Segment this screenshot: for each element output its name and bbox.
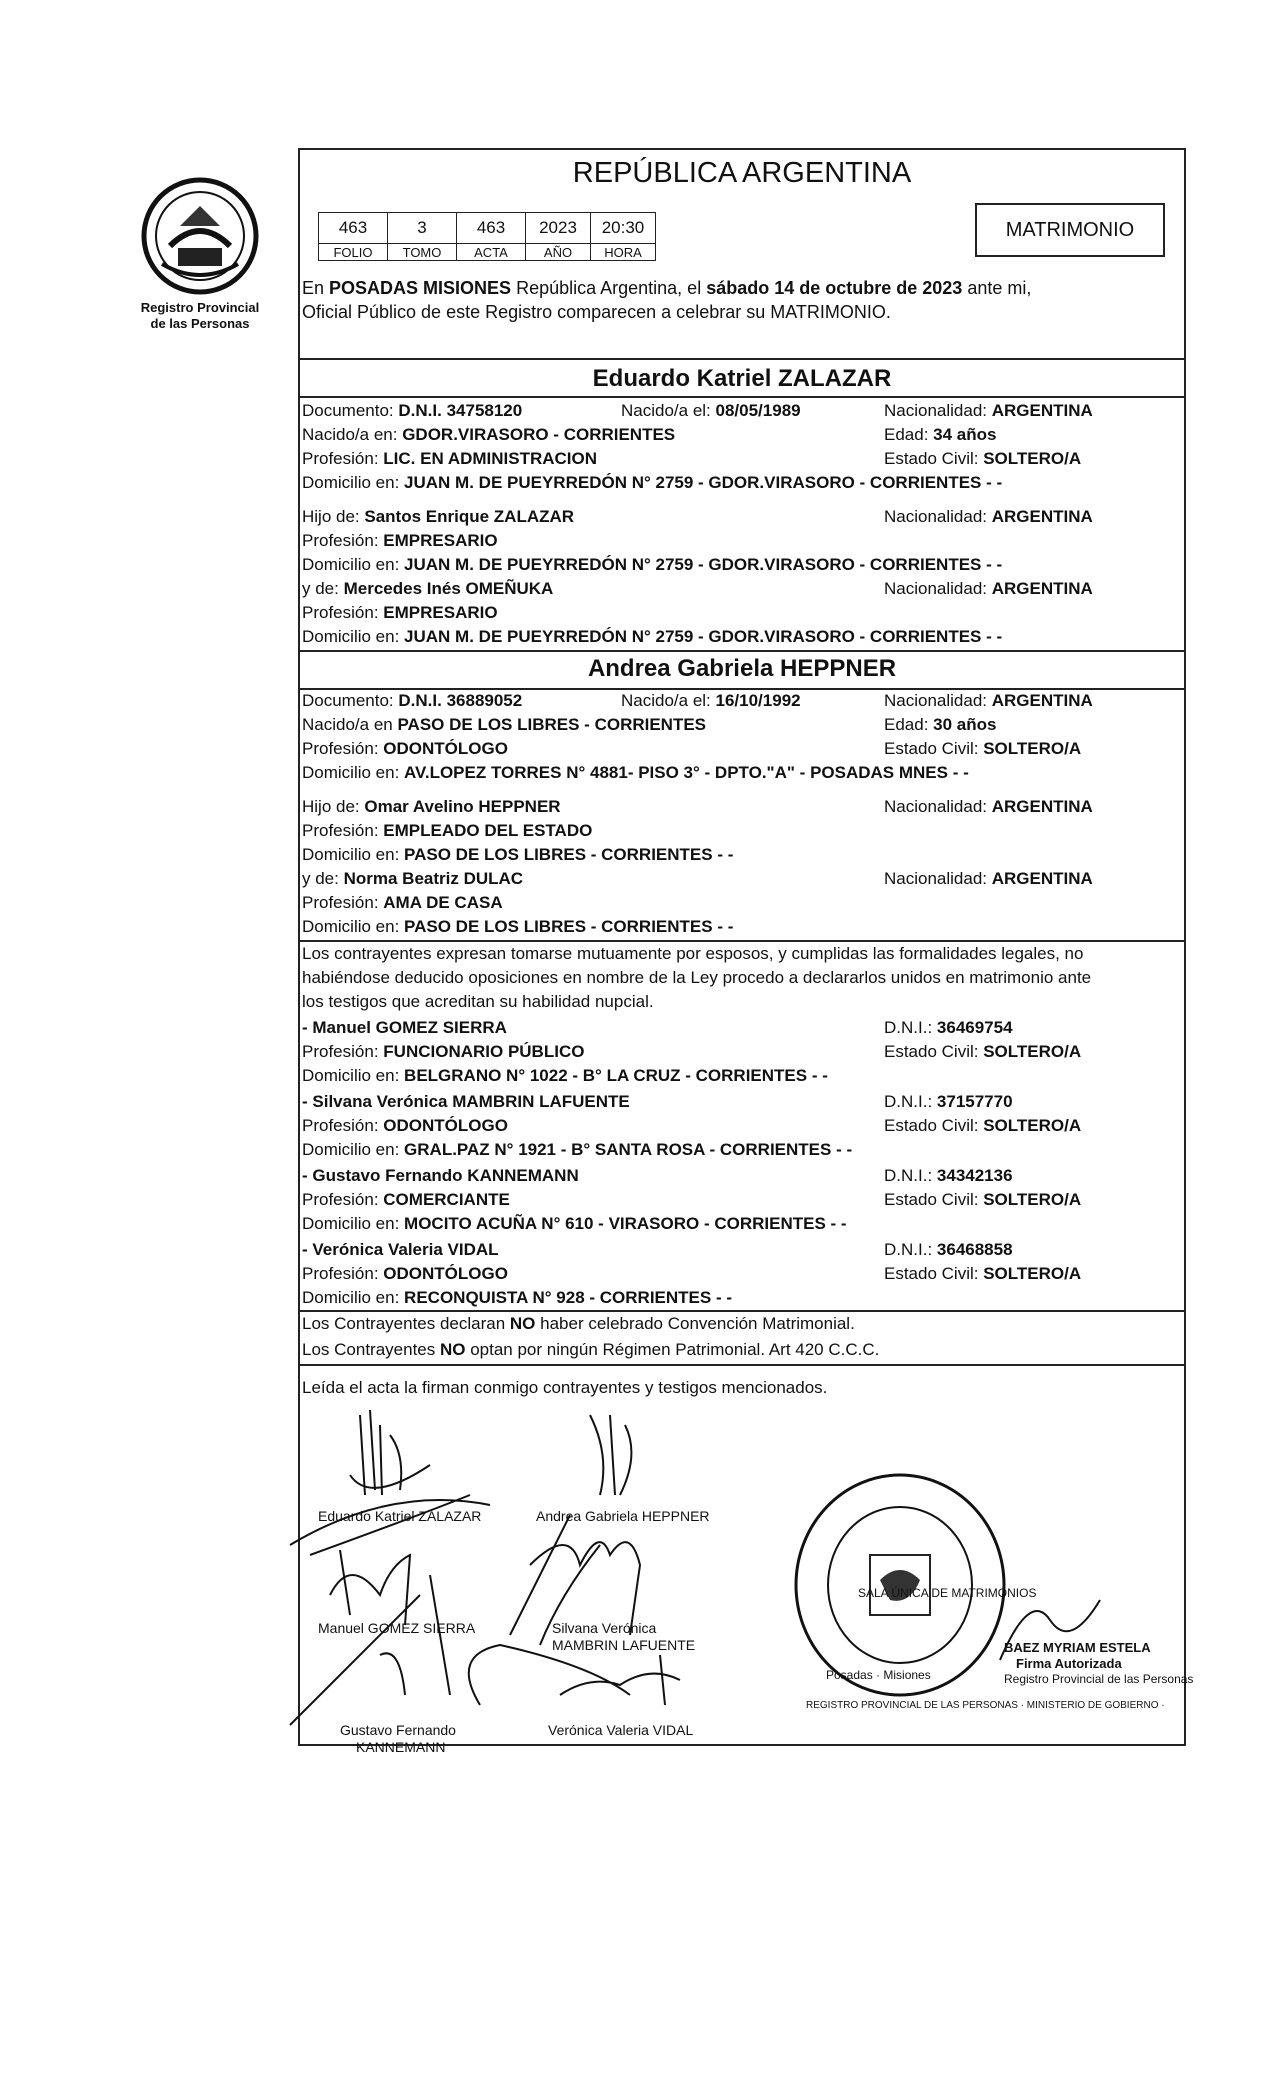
groom-father: Santos Enrique ZALAZAR	[364, 507, 575, 526]
bride-nat: ARGENTINA	[991, 691, 1093, 710]
label: Hijo de:	[302, 507, 360, 526]
label: Profesión:	[302, 449, 379, 468]
witness-2-civil-row	[884, 1116, 1081, 1136]
bride-born-row	[621, 691, 801, 711]
witness-1-dni-row	[884, 1018, 1013, 1038]
label: y de:	[302, 579, 339, 598]
groom-father-addr-row	[302, 555, 1002, 575]
witness-1-civil-row	[884, 1042, 1081, 1062]
label: Edad:	[884, 715, 929, 734]
label: y de:	[302, 869, 339, 888]
witness-4-addr: RECONQUISTA N° 928 - CORRIENTES - -	[404, 1288, 732, 1307]
groom-doc: D.N.I. 34758120	[398, 401, 523, 420]
bride-mother-prof: AMA DE CASA	[383, 893, 503, 912]
stamp-inner-text: SALA ÚNICA DE MATRIMONIOS	[858, 1586, 1037, 1600]
bride-father-nat: ARGENTINA	[991, 797, 1093, 816]
label: Profesión:	[302, 1116, 379, 1135]
label: Nacionalidad:	[884, 691, 988, 710]
groom-father-nat: ARGENTINA	[991, 507, 1093, 526]
declaration-line-2: habiéndose deducido oposiciones en nombre de la Ley procedo a declararlos unidos en matrimonio ante	[302, 968, 1092, 987]
groom-age: 34 años	[933, 425, 997, 444]
stamp-outer-text: REGISTRO PROVINCIAL DE LAS PERSONAS · MINISTERIO DE GOBIERNO ·	[806, 1700, 1165, 1711]
certificate-type: MATRIMONIO	[1005, 219, 1135, 241]
witness-4-addr-row	[302, 1288, 732, 1308]
label: Estado Civil:	[884, 1264, 979, 1283]
groom-addr-row	[302, 473, 1002, 493]
witness-3-civil: SOLTERO/A	[983, 1190, 1082, 1209]
bride-born: 16/10/1992	[715, 691, 801, 710]
groom-nat-row	[884, 401, 1093, 421]
bride-father-prof: EMPLEADO DEL ESTADO	[383, 821, 593, 840]
witness-4-prof-row	[302, 1264, 508, 1284]
sig-groom-caption: Eduardo Katriel ZALAZAR	[318, 1508, 482, 1524]
label: Domicilio en:	[302, 627, 400, 646]
hora-label: HORA	[591, 244, 656, 261]
groom-mother-addr: JUAN M. DE PUEYRREDÓN N° 2759 - GDOR.VIRASORO - CORRIENTES - -	[404, 627, 1003, 646]
witness-1-dni: 36469754	[936, 1018, 1013, 1037]
convention-line-2	[302, 1340, 879, 1360]
tomo-label: TOMO	[388, 244, 457, 261]
label: Profesión:	[302, 739, 379, 758]
groom-civil: SOLTERO/A	[983, 449, 1082, 468]
witness-1-prof-row	[302, 1042, 584, 1062]
witness-3-addr: MOCITO ACUÑA N° 610 - VIRASORO - CORRIENTES - -	[404, 1214, 847, 1233]
sig-witness-2-caption-a: Silvana Verónica	[552, 1620, 657, 1636]
intro-line-1	[302, 277, 1182, 299]
label: Estado Civil:	[884, 449, 979, 468]
divider-groom-name	[298, 396, 1186, 398]
groom-age-row	[884, 425, 996, 445]
groom-mother-prof: EMPRESARIO	[383, 603, 498, 622]
bride-father-prof-row	[302, 821, 592, 841]
label: D.N.I.:	[884, 1240, 933, 1259]
witness-2-dni-row	[884, 1092, 1013, 1112]
label: Domicilio en:	[302, 473, 400, 492]
label: Nacionalidad:	[884, 579, 988, 598]
witness-4-name: - Verónica Valeria VIDAL	[302, 1240, 499, 1259]
witness-3-dni-row	[884, 1166, 1013, 1186]
label: Domicilio en:	[302, 555, 400, 574]
hora-value: 20:30	[591, 213, 656, 244]
official-name: BAEZ MYRIAM ESTELA	[1004, 1640, 1151, 1655]
acta-label: ACTA	[457, 244, 526, 261]
label: Estado Civil:	[884, 1116, 979, 1135]
intro-place: POSADAS MISIONES	[329, 278, 512, 298]
label: Nacido/a el:	[621, 691, 711, 710]
stamp-bottom-text: Posadas · Misiones	[826, 1668, 931, 1682]
groom-father-row	[302, 507, 574, 527]
groom-mother-nat-row	[884, 579, 1093, 599]
declaration-line-1: Los contrayentes expresan tomarse mutuamente por esposos, y cumplidas las formalidades legales, no	[302, 944, 1084, 963]
bride-civil-row	[884, 739, 1081, 759]
anio-label: AÑO	[526, 244, 591, 261]
bride-father-row	[302, 797, 561, 817]
label: Estado Civil:	[884, 1190, 979, 1209]
intro-text-b: República Argentina, el	[511, 278, 707, 298]
witness-2-prof-row	[302, 1116, 508, 1136]
label: Documento:	[302, 691, 394, 710]
official-role: Firma Autorizada	[1016, 1656, 1122, 1671]
bride-doc: D.N.I. 36889052	[398, 691, 523, 710]
label: Domicilio en:	[302, 1140, 400, 1159]
witness-3-addr-row	[302, 1214, 847, 1234]
witness-4-dni: 36468858	[936, 1240, 1013, 1259]
bride-mother-addr: PASO DE LOS LIBRES - CORRIENTES - -	[404, 917, 734, 936]
handwritten-signatures	[270, 1395, 790, 1740]
bride-mother-addr-row	[302, 917, 733, 937]
bride-age: 30 años	[933, 715, 997, 734]
groom-born-row	[621, 401, 801, 421]
folio-label: FOLIO	[319, 244, 388, 261]
label: Profesión:	[302, 531, 379, 550]
label: Profesión:	[302, 893, 379, 912]
label: Nacido/a en	[302, 715, 393, 734]
divider-bride	[298, 650, 1186, 652]
witness-3-civil-row	[884, 1190, 1081, 1210]
bride-mother: Norma Beatriz DULAC	[343, 869, 524, 888]
label: Domicilio en:	[302, 1288, 400, 1307]
bride-prof-row	[302, 739, 508, 759]
witness-2-addr: GRAL.PAZ N° 1921 - B° SANTA ROSA - CORRIENTES - -	[404, 1140, 853, 1159]
intro-text-c: ante mi,	[962, 278, 1032, 298]
groom-prof: LIC. EN ADMINISTRACION	[383, 449, 598, 468]
bride-father-addr: PASO DE LOS LIBRES - CORRIENTES - -	[404, 845, 734, 864]
label: Nacionalidad:	[884, 507, 988, 526]
witness-2-dni: 37157770	[936, 1092, 1013, 1111]
certificate-type-box	[975, 203, 1165, 257]
label: Nacionalidad:	[884, 401, 988, 420]
groom-civil-row	[884, 449, 1081, 469]
bride-civil: SOLTERO/A	[983, 739, 1082, 758]
bride-age-row	[884, 715, 996, 735]
label: Profesión:	[302, 1042, 379, 1061]
anio-value: 2023	[526, 213, 591, 244]
witness-1-civil: SOLTERO/A	[983, 1042, 1082, 1061]
label: Documento:	[302, 401, 394, 420]
conv-no: NO	[509, 1314, 536, 1333]
label: Domicilio en:	[302, 917, 400, 936]
witness-1-addr-row	[302, 1066, 828, 1086]
sig-bride-caption: Andrea Gabriela HEPPNER	[536, 1508, 710, 1524]
witness-1-prof: FUNCIONARIO PÚBLICO	[383, 1042, 585, 1061]
declaration-line-3: los testigos que acreditan su habilidad nupcial.	[302, 992, 654, 1011]
divider-convention	[298, 1310, 1186, 1312]
witness-1-addr: BELGRANO N° 1022 - B° LA CRUZ - CORRIENTES - -	[404, 1066, 828, 1085]
label: Nacionalidad:	[884, 869, 988, 888]
label: D.N.I.:	[884, 1018, 933, 1037]
record-table	[318, 212, 656, 261]
bride-addr: AV.LOPEZ TORRES N° 4881- PISO 3° - DPTO."A" - POSADAS MNES - -	[404, 763, 969, 782]
groom-father-nat-row	[884, 507, 1093, 527]
sig-witness-2-caption-b: MAMBRIN LAFUENTE	[552, 1637, 696, 1653]
witness-2-civil: SOLTERO/A	[983, 1116, 1082, 1135]
divider-bride-name	[298, 688, 1186, 690]
official-stamp-icon	[790, 1470, 1010, 1700]
groom-father-prof-row	[302, 531, 498, 551]
bride-father: Omar Avelino HEPPNER	[364, 797, 561, 816]
folio-value: 463	[319, 213, 388, 244]
logo-caption-2: de las Personas	[150, 316, 250, 331]
sig-witness-1-caption: Manuel GOMEZ SIERRA	[318, 1620, 476, 1636]
bride-mother-nat: ARGENTINA	[991, 869, 1093, 888]
witness-1-name: - Manuel GOMEZ SIERRA	[302, 1018, 507, 1037]
bride-prof: ODONTÓLOGO	[383, 739, 508, 758]
divider-closing	[298, 1364, 1186, 1366]
conv-text: Los Contrayentes	[302, 1340, 440, 1359]
witness-2-addr-row	[302, 1140, 852, 1160]
label: Nacido/a en:	[302, 425, 398, 444]
bride-mother-prof-row	[302, 893, 503, 913]
label: D.N.I.:	[884, 1092, 933, 1111]
convention-line-1	[302, 1314, 855, 1334]
divider-declaration	[298, 940, 1186, 942]
official-office: Registro Provincial de las Personas	[1004, 1672, 1194, 1686]
intro-line-2: Oficial Público de este Registro comparecen a celebrar su MATRIMONIO.	[302, 302, 891, 322]
label: Domicilio en:	[302, 1214, 400, 1233]
witness-4-civil-row	[884, 1264, 1081, 1284]
sig-witness-3-caption-a: Gustavo Fernando	[340, 1722, 456, 1738]
label: Profesión:	[302, 1190, 379, 1209]
groom-father-addr: JUAN M. DE PUEYRREDÓN N° 2759 - GDOR.VIRASORO - CORRIENTES - -	[404, 555, 1003, 574]
groom-mother-addr-row	[302, 627, 1002, 647]
groom-birthplace-row	[302, 425, 675, 445]
conv-no: NO	[439, 1340, 466, 1359]
sig-witness-4-caption: Verónica Valeria VIDAL	[548, 1722, 694, 1738]
label: Domicilio en:	[302, 763, 400, 782]
label: Domicilio en:	[302, 845, 400, 864]
label: Nacionalidad:	[884, 797, 988, 816]
witness-3-dni: 34342136	[936, 1166, 1013, 1185]
country-title: REPÚBLICA ARGENTINA	[572, 157, 912, 189]
groom-mother-prof-row	[302, 603, 498, 623]
groom-nat: ARGENTINA	[991, 401, 1093, 420]
bride-mother-nat-row	[884, 869, 1093, 889]
registry-logo	[140, 176, 260, 296]
bride-birthplace: PASO DE LOS LIBRES - CORRIENTES	[397, 715, 707, 734]
bride-nat-row	[884, 691, 1093, 711]
groom-mother-row	[302, 579, 553, 599]
groom-doc-row	[302, 401, 522, 421]
bride-father-addr-row	[302, 845, 733, 865]
witness-4-dni-row	[884, 1240, 1013, 1260]
sig-witness-3-caption-b: KANNEMANN	[356, 1739, 446, 1755]
bride-birthplace-row	[302, 715, 706, 735]
closing-text: Leída el acta la firman conmigo contrayentes y testigos mencionados.	[302, 1378, 828, 1397]
bride-mother-row	[302, 869, 523, 889]
witness-3-name: - Gustavo Fernando KANNEMANN	[302, 1166, 579, 1185]
witness-3-prof: COMERCIANTE	[383, 1190, 510, 1209]
groom-birthplace: GDOR.VIRASORO - CORRIENTES	[402, 425, 676, 444]
provincial-seal-icon	[140, 176, 260, 296]
groom-prof-row	[302, 449, 597, 469]
groom-mother-nat: ARGENTINA	[991, 579, 1093, 598]
label: Hijo de:	[302, 797, 360, 816]
witness-4-civil: SOLTERO/A	[983, 1264, 1082, 1283]
acta-value: 463	[457, 213, 526, 244]
bride-name: Andrea Gabriela HEPPNER	[587, 655, 897, 682]
conv-text: optan por ningún Régimen Patrimonial. Art 420 C.C.C.	[465, 1340, 880, 1359]
label: Estado Civil:	[884, 739, 979, 758]
label: Profesión:	[302, 1264, 379, 1283]
label: Nacido/a el:	[621, 401, 711, 420]
witness-4-prof: ODONTÓLOGO	[383, 1264, 508, 1283]
witness-2-name: - Silvana Verónica MAMBRIN LAFUENTE	[302, 1092, 630, 1111]
label: Profesión:	[302, 603, 379, 622]
bride-doc-row	[302, 691, 522, 711]
label: Domicilio en:	[302, 1066, 400, 1085]
label: Profesión:	[302, 821, 379, 840]
tomo-value: 3	[388, 213, 457, 244]
groom-father-prof: EMPRESARIO	[383, 531, 498, 550]
conv-text: Los Contrayentes declaran	[302, 1314, 510, 1333]
label: D.N.I.:	[884, 1166, 933, 1185]
groom-name: Eduardo Katriel ZALAZAR	[592, 365, 892, 392]
conv-text: haber celebrado Convención Matrimonial.	[535, 1314, 855, 1333]
intro-text-a: En	[302, 278, 330, 298]
bride-father-nat-row	[884, 797, 1093, 817]
witness-2-prof: ODONTÓLOGO	[383, 1116, 508, 1135]
label: Estado Civil:	[884, 1042, 979, 1061]
witness-3-prof-row	[302, 1190, 510, 1210]
groom-mother: Mercedes Inés OMEÑUKA	[343, 579, 554, 598]
logo-caption-1: Registro Provincial	[140, 300, 260, 315]
groom-addr: JUAN M. DE PUEYRREDÓN N° 2759 - GDOR.VIRASORO - CORRIENTES - -	[404, 473, 1003, 492]
intro-date: sábado 14 de octubre de 2023	[706, 278, 963, 298]
bride-addr-row	[302, 763, 969, 783]
divider-groom	[298, 358, 1186, 360]
label: Edad:	[884, 425, 929, 444]
groom-born: 08/05/1989	[715, 401, 801, 420]
